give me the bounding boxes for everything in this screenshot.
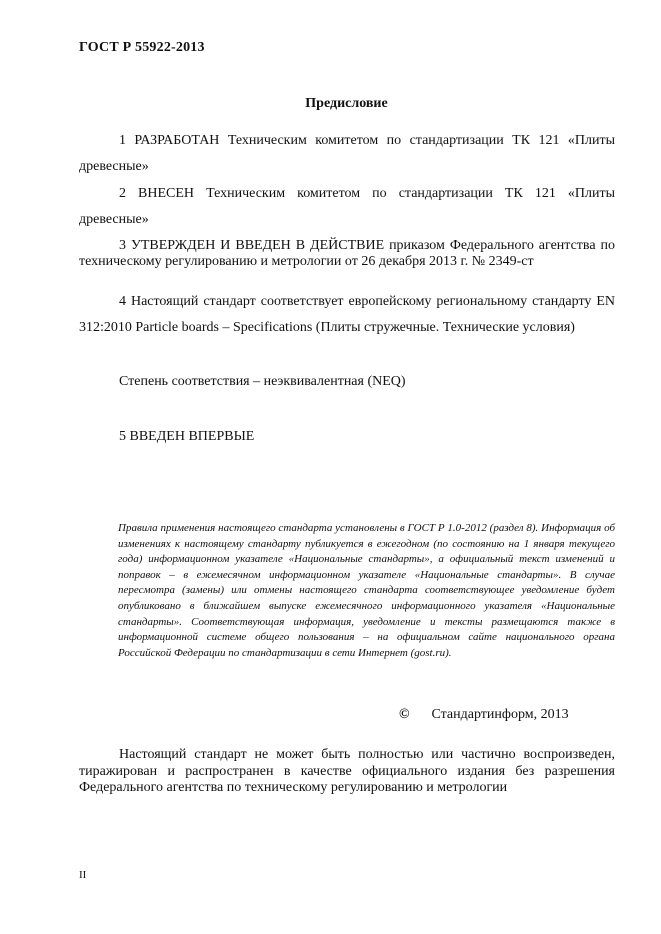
item-2-text: 2 ВНЕСЕН Техническим комитетом по стандартизации ТК 121 «Плиты древесные» xyxy=(79,186,615,227)
copyright-line xyxy=(399,707,569,723)
application-rules-notice xyxy=(118,521,615,661)
item-1-developed xyxy=(79,128,615,180)
item-4-conformity xyxy=(79,289,615,341)
item-4-degree xyxy=(79,369,615,395)
page-title: Предисловие xyxy=(305,96,388,111)
copyright-text: Стандартинформ, 2013 xyxy=(431,707,569,722)
copyright-symbol: © xyxy=(399,707,410,722)
notice-text: Правила применения настоящего стандарта установлены в ГОСТ Р 1.0-2012 (раздел 8). Информация об изменениях к настоящему стандарту публикуется в ежегодном (по состоянию на 1 января текущего года) информационном указателе «Национальные стандарты», а официальный текст изменений и поправок – в ежемесячном информационном указателе «Национальные стандарты». В случае пересмотра (замены) или отмены настоящего стандарта соответствующее уведомление будет опубликовано в ближайшем выпуске ежемесячного информационного указателя «Национальные стандарты». Соответствующая информация, уведомление и тексты размещаются также в информационной системе общего пользования – на официальном сайте национального органа Российской Федерации по стандартизации в сети Интернет (gost.ru). xyxy=(118,522,615,659)
reproduction-notice-text: Настоящий стандарт не может быть полностью или частично воспроизведен, тиражирован и распространен в качестве официального издания без разрешения Федерального агентства по техническому регулированию и метрологии xyxy=(79,747,615,795)
item-1-text: 1 РАЗРАБОТАН Техническим комитетом по стандартизации ТК 121 «Плиты древесные» xyxy=(79,133,615,174)
item-4-text: 4 Настоящий стандарт соответствует европейскому региональному стандарту EN 312:2010 Particle boards – Specifications (Плиты стружечные. Технические условия) xyxy=(79,294,615,335)
reproduction-notice xyxy=(79,747,615,797)
standard-code-header: ГОСТ Р 55922-2013 xyxy=(79,40,205,55)
item-3-approved xyxy=(79,238,615,270)
item-5-text: 5 ВВЕДЕН ВПЕРВЫЕ xyxy=(119,429,255,444)
item-5-first-introduced xyxy=(79,424,615,450)
page-number: II xyxy=(79,869,87,881)
item-3-text: 3 УТВЕРЖДЕН И ВВЕДЕН В ДЕЙСТВИЕ приказом Федерального агентства по техническому регулированию и метрологии от 26 декабря 2013 г. № 2349-ст xyxy=(79,238,615,269)
item-2-submitted xyxy=(79,181,615,233)
item-4-degree-text: Степень соответствия – неэквивалентная (NEQ) xyxy=(119,374,406,389)
